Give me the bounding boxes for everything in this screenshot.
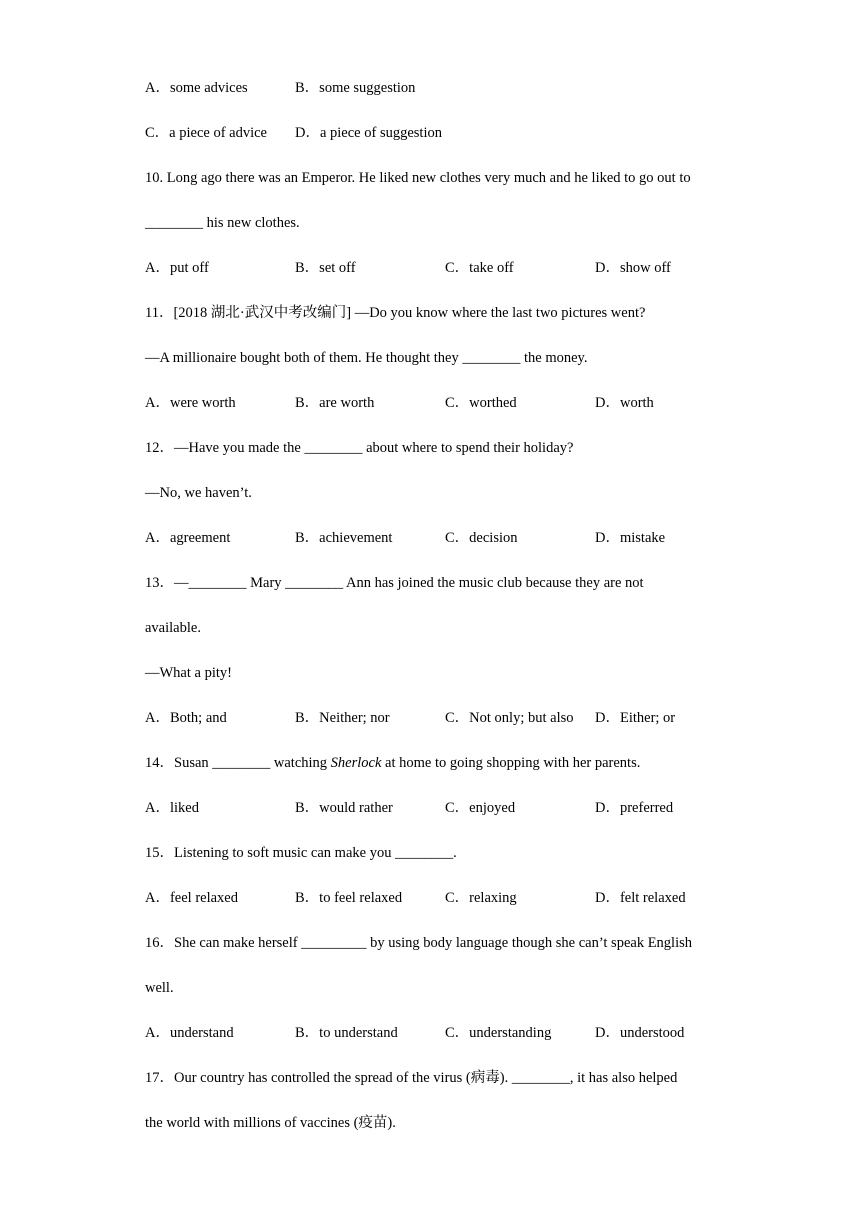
q10-options <box>145 256 745 301</box>
q13-option-b[interactable]: B．Neither; nor <box>295 710 390 726</box>
q14-option-b[interactable]: B．would rather <box>295 800 393 816</box>
q11-option-a[interactable]: A．were worth <box>145 395 236 411</box>
q11-stem-line-2: —A millionaire bought both of them. He thought they ________ the money. <box>145 350 588 366</box>
q12-option-d[interactable]: D．mistake <box>595 530 666 546</box>
q15-options <box>145 886 745 931</box>
q16-stem-line-2: well. <box>145 980 174 996</box>
q15-option-b[interactable]: B．to feel relaxed <box>295 890 403 906</box>
q14-options <box>145 796 745 841</box>
q9-options-row-2 <box>145 121 745 166</box>
q16-option-b[interactable]: B．to understand <box>295 1025 398 1041</box>
q13-option-c[interactable]: C．Not only; but also <box>445 710 574 726</box>
q15-option-a[interactable]: A．feel relaxed <box>145 890 238 906</box>
q13-stem-line-3: —What a pity! <box>145 665 232 681</box>
q14-stem-line-1 <box>145 751 745 796</box>
question-page <box>145 76 745 1156</box>
q10-stem-line-1: 10. Long ago there was an Emperor. He liked new clothes very much and he liked to go out to <box>145 170 691 186</box>
q11-stem-line-1: 11．[2018 湖北·武汉中考改编门] —Do you know where the last two pictures went? <box>145 305 646 321</box>
q11-option-c[interactable]: C．worthed <box>445 395 517 411</box>
q12-stem-line-2: —No, we haven’t. <box>145 485 252 501</box>
q10-stem-line-2: ________ his new clothes. <box>145 215 300 231</box>
q13-option-a[interactable]: A．Both; and <box>145 710 227 726</box>
q12-option-c[interactable]: C．decision <box>445 530 518 546</box>
q9-option-d[interactable]: D．a piece of suggestion <box>295 125 442 141</box>
q16-option-d[interactable]: D．understood <box>595 1025 685 1041</box>
q10-option-b[interactable]: B．set off <box>295 260 356 276</box>
q14-option-d[interactable]: D．preferred <box>595 800 674 816</box>
q16-option-c[interactable]: C．understanding <box>445 1025 552 1041</box>
q9-option-c[interactable]: C．a piece of advice <box>145 125 267 141</box>
q16-stem-line-1: 16．She can make herself _________ by using body language though she can’t speak English <box>145 935 692 951</box>
q14-option-c[interactable]: C．enjoyed <box>445 800 516 816</box>
q10-option-d[interactable]: D．show off <box>595 260 671 276</box>
q12-option-b[interactable]: B．achievement <box>295 530 393 546</box>
q16-option-a[interactable]: A．understand <box>145 1025 234 1041</box>
q11-option-b[interactable]: B．are worth <box>295 395 375 411</box>
q14-stem-before: 14．Susan ________ watching <box>145 755 331 771</box>
q14-stem-title-italic: Sherlock <box>330 755 382 771</box>
q9-option-b[interactable]: B．some suggestion <box>295 80 416 96</box>
q12-options <box>145 526 745 571</box>
q15-stem-line-1: 15．Listening to soft music can make you ________. <box>145 845 457 861</box>
q13-options <box>145 706 745 751</box>
q14-option-a[interactable]: A．liked <box>145 800 199 816</box>
q16-options <box>145 1021 745 1066</box>
q9-options-row-1 <box>145 76 745 121</box>
q15-option-d[interactable]: D．felt relaxed <box>595 890 686 906</box>
q14-stem-after: at home to going shopping with her parents. <box>381 755 641 771</box>
q12-stem-line-1: 12．—Have you made the ________ about where to spend their holiday? <box>145 440 574 456</box>
q13-option-d[interactable]: D．Either; or <box>595 710 676 726</box>
q12-option-a[interactable]: A．agreement <box>145 530 231 546</box>
q11-option-d[interactable]: D．worth <box>595 395 654 411</box>
q10-option-c[interactable]: C．take off <box>445 260 514 276</box>
q13-stem-line-2: available. <box>145 620 201 636</box>
q15-option-c[interactable]: C．relaxing <box>445 890 517 906</box>
q17-stem-line-2: the world with millions of vaccines (疫苗). <box>145 1115 396 1131</box>
q17-stem-line-1: 17．Our country has controlled the spread of the virus (病毒). ________, it has also helped <box>145 1070 678 1086</box>
q9-option-a[interactable]: A．some advices <box>145 80 248 96</box>
q13-stem-line-1: 13．—________ Mary ________ Ann has joined the music club because they are not <box>145 575 644 591</box>
q11-options <box>145 391 745 436</box>
q10-option-a[interactable]: A．put off <box>145 260 209 276</box>
